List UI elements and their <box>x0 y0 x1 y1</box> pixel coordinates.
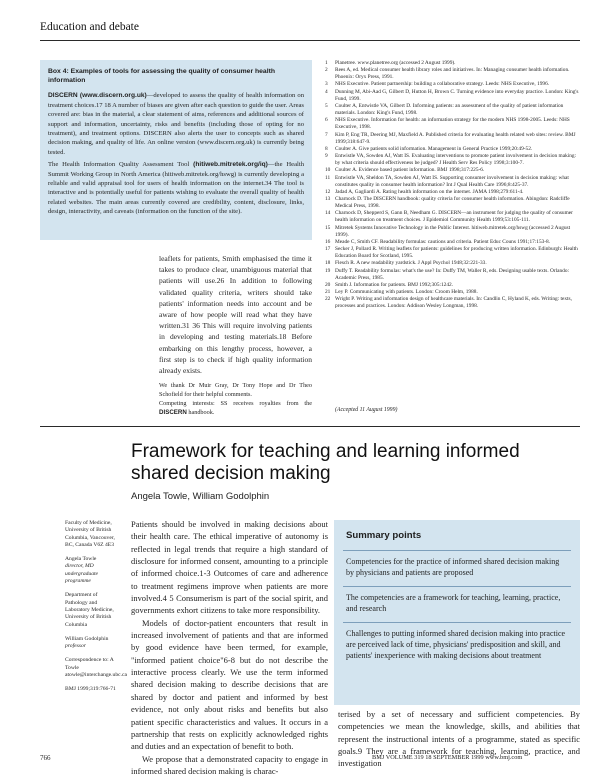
journal-info: BMJ VOLUME 319 18 SEPTEMBER 1999 www.bmj.com <box>372 754 523 761</box>
reference-number: 6 <box>325 117 328 124</box>
acknowledgements: We thank Dr Muir Gray, Dr Tony Hope and Dr Theo Schofield for their helpful comments. <box>159 382 312 398</box>
reference-text: Secker J, Pollard R. Writing leaflets for patients: guidelines for producing written information. Edinburgh: Health Education Board for Scotland, 1995. <box>335 246 578 260</box>
reference-text: Rees A, ed. Medical consumer health library roles and initiatives. In: Managing consumer health information. Phoenix: Oryx Press, 1991. <box>335 67 570 81</box>
author1 <box>65 556 121 585</box>
body-paragraph-2: Models of doctor-patient encounters that result in increased involvement of patients and that are informed by good evidence have been termed, for example, "informed patient choice"6-8 but do not describe the interactive process clearly. We use the term informed shared decision making to describe decisions that are shared by doctor and patient and informed by best evidence, not only about risks and benefits but also patient specific characteristics and values. It occurs in a partnership that rests on explicitly acknowledged rights and duties and an expectation of benefit to both. <box>131 617 328 752</box>
article-body <box>131 518 328 776</box>
reference-text: Dunning M, Abi-Aad G, Gilbert D, Hutton H, Brown C. Turning evidence into everyday practice. London: King's Fund, 1999. <box>335 88 579 102</box>
reference-number: 3 <box>325 81 328 88</box>
section-heading: Education and debate <box>40 21 139 33</box>
box4-paragraph-discern <box>48 91 304 157</box>
reference-item <box>325 167 579 174</box>
reference-number: 11 <box>325 174 331 181</box>
reference-text: NHS Executive. Patient partnership: building a collaborative strategy. Leeds: NHS Executive, 1996. <box>335 81 550 88</box>
reference-number: 8 <box>325 145 328 152</box>
summary-points-box <box>334 520 580 705</box>
reference-number: 16 <box>325 238 331 245</box>
citation: BMJ 1999;319:766-71 <box>65 686 116 693</box>
reference-text: Wright P. Writing and information design of healthcare materials. In: Candlin C, Hyland K, eds. Writing: texts, processes and practices. London: Addison Wesley Longman, 1998. <box>335 296 572 310</box>
author-sidebar <box>65 520 127 701</box>
reference-number: 12 <box>325 188 331 195</box>
reference-item <box>325 210 579 224</box>
author1-name: Angela Towle <box>65 556 97 563</box>
author2-name: William Godolphin <box>65 635 109 642</box>
discern-link[interactable]: DISCERN (www.discern.org.uk) <box>48 92 147 100</box>
box4-paragraph-hiqa <box>48 160 304 216</box>
reference-item <box>325 225 579 239</box>
reference-number: 1 <box>325 60 328 66</box>
reference-text: Planetree. www.planetree.org (accessed 2 August 1999). <box>335 60 456 66</box>
reference-number: 20 <box>325 281 331 288</box>
department: Department of Pathology and Laboratory Medicine, University of British Columbia <box>65 592 114 628</box>
reference-item <box>325 67 579 81</box>
hiqa-link[interactable]: (hitiweb.mitretek.org/iq) <box>193 161 268 169</box>
reference-item <box>325 132 579 146</box>
reference-item <box>325 175 579 189</box>
author2-role: professor <box>65 643 86 650</box>
reference-text: Mitretek Systems Innovative Technology in the Public Interest. hitiweb.mitretek.org/hswg (accessed 2 August 1999). <box>335 224 571 238</box>
reference-number: 9 <box>325 153 328 160</box>
body-paragraph-1: Patients should be involved in making decisions about their health care. The ethical imperative of autonomy is reflected in legal trends that require a high standard of disclosure for informed consent, amounting to a principle of informed choice.1-3 Outcomes of care and adherence to treatment regimens improve when patients are more involved.4 5 Consumerism is part of the social spirit, and governments exhort citizens to take more responsibility. <box>131 519 328 616</box>
summary-point: Challenges to putting informed shared decision making into practice are perceived lack of time, physicians' predisposition and skill, and patients' inexperience with making decisions about treatment <box>346 628 566 661</box>
competing-text-a: Competing interests: SS receives royalties from the <box>159 400 312 408</box>
reference-text: Charnock D, Shepperd S, Gann B, Needham G. DISCERN—an instrument for judging the quality of consumer health information on treatment choices. J Epidemiol Community Health 1999;53:105-111. <box>335 210 573 224</box>
reference-item <box>325 189 579 196</box>
reference-text: NHS Executive. Information for health: an information strategy for the modern NHS 1998-2005. Leeds: NHS Executive, 1998. <box>335 117 570 131</box>
reference-text: Meade C, Smith CF. Readability formulas: cautions and criteria. Patient Educ Couns 1991;17:153-8. <box>335 238 551 245</box>
competing-text-b: handbook. <box>186 409 215 417</box>
reference-text: Ley P. Communicating with patients. London: Croom Helm, 1988. <box>335 289 478 295</box>
article-divider <box>40 426 580 427</box>
article-authors: Angela Towle, William Godolphin <box>131 491 270 502</box>
author1-role: director, MD undergraduate programme <box>65 563 99 585</box>
reference-list <box>325 60 579 310</box>
reference-item <box>325 81 579 88</box>
reference-item <box>325 268 579 282</box>
body-paragraph-3: We propose that a demonstrated capacity to engage in informed shared decision making is charac- <box>131 753 328 776</box>
reference-text: Coulter A, Entwistle VA, Gilbert D. Informing patients: an assessment of the quality of patient information materials. London: King's Fund, 1998. <box>335 102 564 117</box>
reference-text: Charnock D. The DISCERN handbook: quality criteria for consumer health information. Abingdon: Radcliffe Medical Press, 1998. <box>335 195 570 210</box>
reference-item <box>325 239 579 246</box>
reference-text: Jadad A, Gagliardi A. Rating health information on the internet. JAMA 1998;279:611-4. <box>335 188 524 195</box>
reference-number: 5 <box>325 102 328 109</box>
summary-point: The competencies are a framework for teaching, learning, practice, and research <box>346 592 561 614</box>
reference-item <box>325 103 579 117</box>
hiqa-text: —the Health Summit Working Group in North America (hitiweb.mitretek.org/hswg) is currently developing a reliable and valid appraisal tool for users of health information on the internet.34 The tool is interactive and is potentially useful for patients wishing to evaluate the overall quality of health related websites. The main areas currently covered are credibility, content, disclosure, links, design, interactivity, and caveats (information on the function of the site). <box>48 161 304 216</box>
reference-item <box>325 260 579 267</box>
discern-text: —developed to assess the quality of health information on treatment choices.17 18 A number of biases are given after each question to guide the user. Areas covered are: bias in the material, a clear statement of aims, references and additional sources of support and information, uncertainty, risks and benefits (including those of opting for no treatment), and treatment options. DISCERN also alerts the user to concepts such as shared decision making, and quality of life. An online version (www.discern.org.uk) is currently being tested. <box>48 92 305 156</box>
reference-number: 4 <box>325 88 328 95</box>
reference-number: 14 <box>325 210 331 217</box>
reference-number: 7 <box>325 131 328 138</box>
reference-text: Flesch R. A new readability yardstick. J Appl Psychol 1948;32:221-33. <box>335 260 487 267</box>
right-paragraph: terised by a set of necessary and sufficient competencies. By competencies we mean the knowledge, skills, and abilities that represent the instructional intents of a programme, stated as specific goals.9 They are a framework for teaching, learning, practice, and investigation <box>338 709 580 769</box>
reference-text: Coulter A. Give patients solid information. Management in General Practice 1999;20:49-52. <box>335 145 533 152</box>
box4-panel <box>40 60 312 240</box>
reference-item <box>325 196 579 210</box>
mid-paragraph: leaflets for patients, Smith emphasised the time it takes to produce clear, unambiguous material that patients will use.26 In addition to following validated quality criteria, writers should take patients' information needs into account and be aware of how people will read what they have written.31 36 This will require involving patients in developing and testing materials.18 Before embarking on this lengthy process, however, a first step is to check if high quality information already exists. <box>159 254 312 376</box>
box4-title: Box 4: Examples of tools for assessing the quality of consumer health information <box>48 68 275 85</box>
hiqa-intro: The Health Information Quality Assessment Tool <box>48 161 194 169</box>
middle-column <box>159 253 312 419</box>
reference-number: 15 <box>325 224 331 231</box>
reference-item <box>325 153 579 167</box>
summary-point: Competencies for the practice of informed shared decision making by physicians and patients are proposed <box>346 557 560 578</box>
reference-item <box>325 89 579 103</box>
page-number: 766 <box>40 754 51 762</box>
reference-number: 17 <box>325 246 331 253</box>
reference-item <box>325 117 579 131</box>
reference-text: Entwistle VA, Sheldon TA, Sowden AJ, Watt IS. Supporting consumer involvement in decision making: what constitutes quality in consumer health information? Int J Qual Health Care 1996;8:425-37. <box>335 174 569 188</box>
author2 <box>65 636 121 651</box>
accepted-date: (Accepted 11 August 1999) <box>335 407 398 413</box>
competing-bold: DISCERN <box>159 409 187 417</box>
reference-number: 2 <box>325 67 328 74</box>
reference-text: Kim P, Eng TR, Deering MJ, Maxfield A. Published criteria for evaluating health related web sites: review. BMJ 1999;318:647-9. <box>335 131 576 145</box>
competing-interests <box>159 400 312 417</box>
affiliation: Faculty of Medicine, University of British Columbia, Vancouver, BC, Canada V6Z 4E3 <box>65 520 115 548</box>
reference-item <box>325 246 579 260</box>
reference-item <box>325 296 579 310</box>
reference-text: Smith J. Information for patients. BMJ 1992;305:1242. <box>335 281 454 288</box>
reference-number: 19 <box>325 267 331 274</box>
top-divider <box>40 40 580 41</box>
article-title: Framework for teaching and learning informed shared decision making <box>131 441 520 484</box>
summary-heading: Summary points <box>346 530 422 541</box>
reference-number: 18 <box>325 260 331 267</box>
reference-number: 22 <box>325 296 331 303</box>
reference-number: 21 <box>325 289 331 295</box>
reference-number: 10 <box>325 167 331 174</box>
reference-text: Coulter A. Evidence based patient information. BMJ 1998;317:225-6. <box>335 167 485 174</box>
reference-item <box>325 282 579 289</box>
reference-number: 13 <box>325 195 331 202</box>
reference-text: Duffy T. Readability formulas: what's the use? In: Duffy TM, Waller R, eds. Designing usable texts. Orlando: Academic Press, 1985. <box>335 267 569 281</box>
reference-text: Entwistle VA, Sowden AJ, Watt IS. Evaluating interventions to promote patient involvement in decision making: by what criteria should effectiveness be judged? J Health Serv Res Policy 1998;3:100-7. <box>335 153 577 167</box>
reference-item <box>325 146 579 153</box>
correspondence[interactable]: Correspondence to: A Towle atowle@interchange.ubc.ca <box>65 657 127 679</box>
